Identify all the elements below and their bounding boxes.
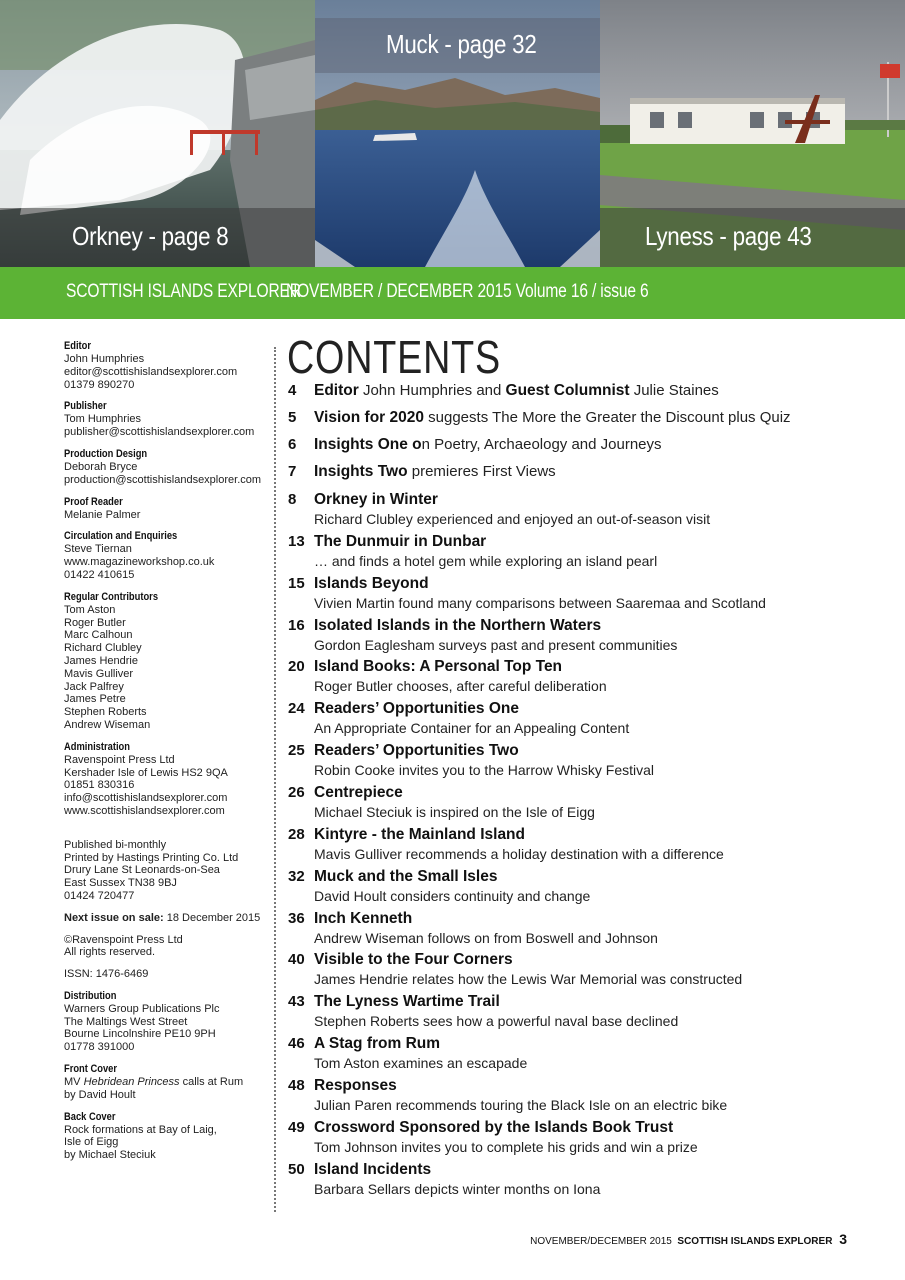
- masthead-line: Jack Palfrey: [64, 680, 124, 693]
- entry-description: Mavis Gulliver recommends a holiday destination with a difference: [314, 846, 724, 862]
- masthead-line: Richard Clubley: [64, 642, 142, 655]
- entry-description: Gordon Eaglesham surveys past and present communities: [314, 637, 678, 653]
- entry-title: [314, 436, 662, 454]
- entry-title: Orkney in Winter: [314, 491, 438, 508]
- entry-page-number: 24: [288, 700, 305, 717]
- entry-title: Muck and the Small Isles: [314, 868, 498, 885]
- entry-page-number: 13: [288, 533, 305, 550]
- entry-page-number: 15: [288, 575, 305, 592]
- entry-title-bold: Editor: [314, 382, 359, 399]
- masthead-heading: Regular Contributors: [64, 590, 159, 603]
- entry-title: The Lyness Wartime Trail: [314, 993, 500, 1010]
- masthead-line: Andrew Wiseman: [64, 718, 151, 731]
- masthead-heading: Distribution: [64, 989, 117, 1002]
- masthead-proof-reader: [64, 496, 269, 522]
- masthead-heading: Back Cover: [64, 1110, 116, 1123]
- front-cover-prefix: MV: [64, 1076, 84, 1089]
- masthead-line: production@scottishislandsexplorer.com: [64, 473, 262, 486]
- entry-description: An Appropriate Container for an Appealing Content: [314, 720, 630, 736]
- masthead-line: Mavis Gulliver: [64, 667, 134, 680]
- masthead-line: James Hendrie: [64, 654, 138, 667]
- issue-banner: [0, 267, 905, 319]
- entry-page-number: 20: [288, 658, 305, 675]
- masthead-line: Stephen Roberts: [64, 706, 147, 719]
- masthead-contributors: [64, 591, 269, 732]
- masthead-line: Deborah Bryce: [64, 460, 138, 473]
- entry-description: Barbara Sellars depicts winter months on Iona: [314, 1181, 601, 1197]
- page-number: 3: [839, 1231, 847, 1247]
- masthead-line: Printed by Hastings Printing Co. Ltd: [64, 851, 239, 864]
- masthead-back-cover: [64, 1111, 269, 1162]
- masthead-line: Tom Aston: [64, 603, 116, 616]
- entry-title: A Stag from Rum: [314, 1035, 441, 1052]
- masthead-line: by David Hoult: [64, 1088, 136, 1101]
- entry-title-bold: Insights One o: [314, 436, 422, 453]
- masthead-line: 01851 830316: [64, 779, 135, 792]
- entry-description: Robin Cooke invites you to the Harrow Whisky Festival: [314, 762, 655, 778]
- masthead-next-issue: [64, 912, 269, 925]
- column-divider: [274, 347, 276, 1212]
- banner-magazine-name: SCOTTISH ISLANDS EXPLORER: [66, 281, 301, 302]
- masthead-issn: [64, 968, 269, 981]
- entry-page-number: 7: [288, 463, 297, 480]
- entry-page-number: 4: [288, 382, 297, 399]
- contents-title: CONTENTS: [287, 331, 502, 383]
- masthead-heading: Administration: [64, 740, 130, 753]
- entry-title: Kintyre - the Mainland Island: [314, 826, 525, 843]
- entry-description: Tom Aston examines an escapade: [314, 1055, 528, 1071]
- masthead-editor: [64, 340, 269, 391]
- footer-magazine: SCOTTISH ISLANDS EXPLORER: [677, 1236, 833, 1247]
- next-issue-date: 18 December 2015: [166, 911, 261, 924]
- entry-description: Tom Johnson invites you to complete his grids and win a prize: [314, 1139, 698, 1155]
- masthead-line: 01379 890270: [64, 378, 135, 391]
- entry-description: … and finds a hotel gem while exploring an island pearl: [314, 553, 658, 569]
- entry-page-number: 8: [288, 491, 297, 508]
- entry-title: Visible to the Four Corners: [314, 951, 513, 968]
- masthead-heading: Publisher: [64, 400, 107, 413]
- masthead-line: Drury Lane St Leonards-on-Sea: [64, 864, 220, 877]
- masthead-line: 01422 410615: [64, 568, 135, 581]
- masthead-line: ©Ravenspoint Press Ltd: [64, 933, 183, 946]
- masthead-line: Ravenspoint Press Ltd: [64, 753, 175, 766]
- masthead-line: Tom Humphries: [64, 413, 142, 426]
- masthead-line: www.scottishislandsexplorer.com: [64, 804, 225, 817]
- entry-description: Julian Paren recommends touring the Black Isle on an electric bike: [314, 1097, 728, 1113]
- entry-title: Island Incidents: [314, 1161, 432, 1178]
- entry-title: Responses: [314, 1077, 397, 1094]
- masthead-production: [64, 448, 269, 487]
- entry-title: Islands Beyond: [314, 575, 429, 592]
- entry-title-bold: Vision for 2020: [314, 409, 424, 426]
- entry-page-number: 43: [288, 993, 305, 1010]
- masthead-publisher: [64, 400, 269, 439]
- entry-page-number: 48: [288, 1077, 305, 1094]
- entry-description: Michael Steciuk is inspired on the Isle of Eigg: [314, 804, 595, 820]
- masthead-line: Isle of Eigg: [64, 1136, 119, 1149]
- entry-page-number: 36: [288, 910, 305, 927]
- entry-page-number: 16: [288, 617, 305, 634]
- masthead-line: Steve Tiernan: [64, 543, 132, 556]
- masthead-line: James Petre: [64, 693, 126, 706]
- masthead-line: John Humphries: [64, 353, 145, 365]
- entry-title: [314, 409, 791, 427]
- entry-page-number: 49: [288, 1119, 305, 1136]
- entry-title: Inch Kenneth: [314, 910, 413, 927]
- masthead-line: editor@scottishislandsexplorer.com: [64, 365, 238, 378]
- entry-page-number: 26: [288, 784, 305, 801]
- entry-title: Island Books: A Personal Top Ten: [314, 658, 563, 675]
- entry-title: Readers’ Opportunities Two: [314, 742, 519, 759]
- entry-description: Stephen Roberts sees how a powerful naval base declined: [314, 1013, 679, 1029]
- masthead-line: info@scottishislandsexplorer.com: [64, 792, 228, 805]
- entry-page-number: 50: [288, 1161, 305, 1178]
- masthead-line: Roger Butler: [64, 616, 126, 629]
- entry-title: Centrepiece: [314, 784, 403, 801]
- entry-description: Richard Clubley experienced and enjoyed an out-of-season visit: [314, 511, 711, 527]
- entry-title: [314, 382, 719, 400]
- masthead-published: [64, 839, 269, 903]
- masthead-line: 01778 391000: [64, 1041, 135, 1054]
- banner-issue-info: NOVEMBER / DECEMBER 2015 Volume 16 / issue 6: [286, 281, 649, 302]
- masthead-line: Rock formations at Bay of Laig,: [64, 1123, 217, 1136]
- entry-title-bold: Guest Columnist: [505, 382, 630, 399]
- masthead-heading: Front Cover: [64, 1063, 117, 1076]
- entry-description: Andrew Wiseman follows on from Boswell and Johnson: [314, 930, 658, 946]
- masthead-distribution: [64, 990, 269, 1054]
- entry-title-text: suggests The More the Greater the Discount plus Quiz: [423, 409, 791, 426]
- entry-title-text: Julie Staines: [629, 382, 719, 399]
- entry-page-number: 25: [288, 742, 305, 759]
- lyness-caption: Lyness - page 43: [645, 221, 812, 251]
- front-cover-suffix: calls at Rum: [179, 1076, 244, 1089]
- entry-title-text: premieres First Views: [407, 463, 556, 480]
- entry-page-number: 32: [288, 868, 305, 885]
- entry-title: Crossword Sponsored by the Islands Book Trust: [314, 1119, 674, 1136]
- masthead-line: 01424 720477: [64, 889, 135, 902]
- masthead-line: Marc Calhoun: [64, 629, 133, 642]
- muck-caption: Muck - page 32: [386, 29, 537, 59]
- entry-page-number: 46: [288, 1035, 305, 1052]
- cover-photo-strip: [0, 0, 905, 267]
- masthead-line: The Maltings West Street: [64, 1015, 188, 1028]
- entry-page-number: 40: [288, 951, 305, 968]
- masthead-line: East Sussex TN38 9BJ: [64, 877, 177, 890]
- entry-description: David Hoult considers continuity and change: [314, 888, 591, 904]
- masthead-line: www.magazineworkshop.co.uk: [64, 556, 215, 569]
- masthead-administration: [64, 741, 269, 818]
- entry-title: [314, 463, 556, 481]
- entry-title: The Dunmuir in Dunbar: [314, 533, 487, 550]
- masthead-line: Kershader Isle of Lewis HS2 9QA: [64, 766, 228, 779]
- masthead-front-cover: [64, 1063, 269, 1102]
- entry-page-number: 6: [288, 436, 297, 453]
- entry-description: Vivien Martin found many comparisons between Saaremaa and Scotland: [314, 595, 766, 611]
- issn-number: ISSN: 1476-6469: [64, 968, 149, 981]
- masthead-line: Published bi-monthly: [64, 838, 167, 851]
- masthead-heading: Proof Reader: [64, 495, 123, 508]
- orkney-caption: Orkney - page 8: [72, 221, 229, 251]
- entry-title: Isolated Islands in the Northern Waters: [314, 617, 602, 634]
- entry-description: James Hendrie relates how the Lewis War Memorial was constructed: [314, 971, 743, 987]
- front-cover-ship: Hebridean Princess: [83, 1076, 180, 1089]
- masthead-heading: Circulation and Enquiries: [64, 530, 178, 543]
- masthead-line: by Michael Steciuk: [64, 1149, 156, 1162]
- page-footer: [530, 1231, 847, 1247]
- masthead-column: [64, 340, 269, 1171]
- masthead-line: All rights reserved.: [64, 946, 156, 959]
- footer-issue: NOVEMBER/DECEMBER 2015: [530, 1236, 672, 1247]
- next-issue-label: Next issue on sale:: [64, 911, 164, 924]
- entry-page-number: 5: [288, 409, 297, 426]
- entry-title: Readers’ Opportunities One: [314, 700, 519, 717]
- masthead-copyright: [64, 934, 269, 960]
- masthead-line: Melanie Palmer: [64, 508, 141, 521]
- entry-title-text: John Humphries and: [358, 382, 506, 399]
- entry-title-bold: Insights Two: [314, 463, 408, 480]
- entry-title-text: n Poetry, Archaeology and Journeys: [421, 436, 662, 453]
- masthead-circulation: [64, 530, 269, 581]
- masthead-line: Warners Group Publications Plc: [64, 1002, 220, 1015]
- entry-page-number: 28: [288, 826, 305, 843]
- masthead-heading: Production Design: [64, 447, 148, 460]
- masthead-line: Bourne Lincolnshire PE10 9PH: [64, 1028, 216, 1041]
- masthead-heading: Editor: [64, 340, 92, 352]
- entry-description: Roger Butler chooses, after careful deliberation: [314, 678, 607, 694]
- masthead-line: publisher@scottishislandsexplorer.com: [64, 426, 255, 439]
